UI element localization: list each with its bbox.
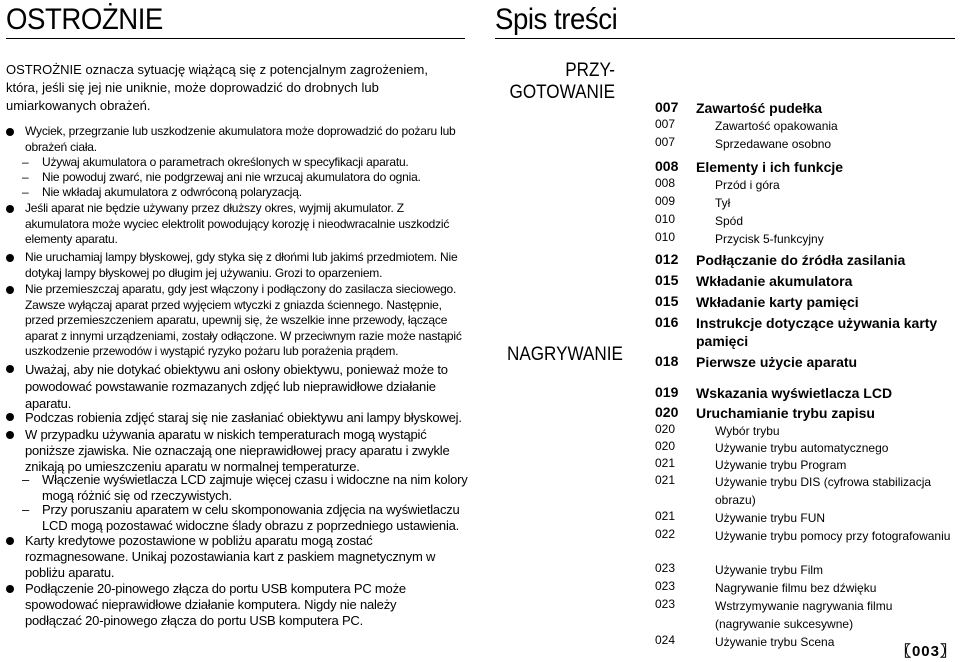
toc-page-number: 024 (655, 633, 676, 647)
toc-label: Wkładanie karty pamięci (696, 294, 859, 310)
toc-page-number: 007 (655, 117, 676, 131)
toc-label: Zawartość pudełka (696, 100, 823, 116)
bullet-icon (6, 431, 14, 439)
toc-page-number: 008 (655, 176, 676, 190)
bullet-item: W przypadku używania aparatu w niskich temperaturach mogą wystąpić poniższe zjawiska. Nie oznaczają one nieprawidłowej pracy aparatu i zwykle znikają po umieszczeniu aparatu w normalnej temperaturze. (6, 427, 465, 475)
bullet-item: Wyciek, przegrzanie lub uszkodzenie akumulatora może doprowadzić do pożaru lub obrażeń ciała. (6, 124, 465, 155)
bullet-item: Nie uruchamiaj lampy błyskowej, gdy styka się z dłońmi lub jakimś przedmiotem. Nie dotykaj lampy błyskowej po długim jej używaniu. Grozi to oparzeniem. (6, 250, 465, 281)
section-preparation: PRZY- GOTOWANIE (509, 60, 615, 103)
bullet-icon (6, 128, 14, 136)
sub-item: – Używaj akumulatora o parametrach określonych w specyfikacji aparatu. (22, 155, 409, 169)
toc-page-number: 023 (655, 579, 676, 593)
toc-label: Spód (715, 214, 744, 228)
bullet-icon (6, 286, 14, 294)
toc-label: Podłączanie do źródła zasilania (696, 252, 906, 268)
toc-label: Uruchamianie trybu zapisu (696, 405, 875, 421)
bullet-item: Jeśli aparat nie będzie używany przez dłuższy okres, wyjmij akumulator. Z akumulatora może wyciec elektrolit powodujący korozję i nieodwracalnie uszkodzić elementy aparatu. (6, 201, 465, 248)
toc-page-number: 021 (655, 473, 676, 487)
bullet-icon (6, 585, 14, 593)
bullet-item: Podłączenie 20-pinowego złącza do portu USB komputera PC może spowodować nieprawidłowe działanie komputera. Nigdy nie należy podłączać 20-pinowego złącza do portu USB komputera PC. (6, 581, 455, 629)
toc-page-number: 023 (655, 561, 676, 575)
bullet-item: Uważaj, aby nie dotykać obiektywu ani osłony obiektywu, ponieważ może to powodować powstawanie rozmazanych zdjęć lub nieprawidłowe działanie aparatu. (6, 361, 465, 412)
toc-label: Używanie trybu pomocy przy fotografowaniu (715, 529, 951, 543)
toc-page-number: 016 (655, 314, 679, 330)
toc-label: Pierwsze użycie aparatu (696, 354, 858, 370)
toc-label: Instrukcje dotyczące używania karty pamięci (696, 315, 938, 349)
bullet-icon (6, 537, 14, 545)
sub-item: – Nie powoduj zwarć, nie podgrzewaj ani nie wrzucaj akumulatora do ognia. (22, 170, 421, 184)
toc-page-number: 021 (655, 456, 676, 470)
page-number: 〖003〗 (895, 643, 956, 660)
toc-page-number: 018 (655, 353, 679, 369)
toc-label: Wybór trybu (715, 424, 780, 438)
toc-label: Wstrzymywanie nagrywania filmu (nagrywanie sukcesywne) (715, 599, 893, 631)
toc-label: Wkładanie akumulatora (696, 273, 853, 289)
toc-page-number: 020 (655, 404, 679, 420)
toc-label: Sprzedawane osobno (715, 137, 832, 151)
toc-page-number: 010 (655, 230, 676, 244)
caution-column (6, 0, 468, 628)
bullet-icon (6, 413, 14, 421)
bullet-item: Podczas robienia zdjęć staraj się nie zasłaniać obiektywu ani lampy błyskowej. (6, 409, 465, 426)
toc-page-number: 022 (655, 527, 676, 541)
bullet-item: Karty kredytowe pozostawione w pobliżu aparatu mogą zostać rozmagnesowane. Unikaj pozostawiania kart z paskiem magnetycznym w pobliżu aparatu. (6, 533, 455, 581)
caution-lead: OSTROŻNIE oznacza sytuację wiążącą się z potencjalnym zagrożeniem, która, jeśli się jej nie uniknie, może doprowadzić do drobnych lub umiarkowanych obrażeń. (6, 62, 428, 113)
sub-item: – Przy poruszaniu aparatem w celu skomponowania zdjęcia na wyświetlaczu LCD mogą pozostawać widoczne ślady obrazu z poprzedniego ustawienia. (22, 502, 460, 533)
title-rule (6, 38, 465, 39)
title-rule (495, 38, 955, 39)
sub-item: – Włączenie wyświetlacza LCD zajmuje więcej czasu i widoczne na nim kolory mogą różnić się od rzeczywistych. (22, 472, 468, 503)
toc-label: Wskazania wyświetlacza LCD (696, 385, 893, 401)
toc-page-number: 019 (655, 384, 679, 400)
toc-label: Tył (715, 196, 731, 210)
toc-label: Używanie trybu FUN (715, 511, 826, 525)
caution-title: OSTROŻNIE (6, 3, 163, 36)
toc-label: Używanie trybu Program (715, 458, 847, 472)
toc-label: Używanie trybu automatycznego (715, 441, 889, 455)
toc-page-number: 009 (655, 194, 676, 208)
toc-label: Używanie trybu Film (715, 563, 824, 577)
toc-title: Spis treści (495, 3, 618, 36)
toc-label: Elementy i ich funkcje (696, 159, 844, 175)
toc-label: Przycisk 5-funkcyjny (715, 232, 824, 246)
toc-page-number: 020 (655, 422, 676, 436)
toc-label: Przód i góra (715, 178, 780, 192)
bullet-icon (6, 254, 14, 262)
toc-page-number: 021 (655, 509, 676, 523)
toc-page-number: 015 (655, 293, 679, 309)
toc-label: Używanie trybu Scena (715, 635, 835, 649)
toc-column (495, 0, 955, 649)
bullet-icon (6, 205, 14, 213)
section-recording: NAGRYWANIE (507, 344, 623, 365)
toc-page-number: 023 (655, 597, 676, 611)
toc-page-number: 015 (655, 272, 679, 288)
toc-label: Nagrywanie filmu bez dźwięku (715, 581, 877, 595)
toc-page-number: 007 (655, 99, 679, 115)
toc-page-number: 008 (655, 158, 679, 174)
toc-page-number: 012 (655, 251, 679, 267)
bullet-item: Nie przemieszczaj aparatu, gdy jest włączony i podłączony do zasilacza sieciowego. Zawsze wyłączaj aparat przed wyjęciem wtyczki z gniazda ściennego. Następnie, przed przemieszczeniem aparatu, upewnij się, że wszelkie inne przewody, łączące aparat z innymi urządzeniami, zostały odłączone. W przeciwnym razie może nastąpić uszkodzenie przewodów i wystąpić ryzyko pożaru lub porażenia prądem. (6, 282, 465, 360)
toc-page-number: 007 (655, 135, 676, 149)
bullet-icon (6, 365, 14, 373)
toc-page-number: 010 (655, 212, 676, 226)
sub-item: – Nie wkładaj akumulatora z odwróconą polaryzacją. (22, 185, 302, 199)
toc-label: Używanie trybu DIS (cyfrowa stabilizacja obrazu) (715, 475, 932, 507)
toc-page-number: 020 (655, 439, 676, 453)
toc-label: Zawartość opakowania (715, 119, 838, 133)
